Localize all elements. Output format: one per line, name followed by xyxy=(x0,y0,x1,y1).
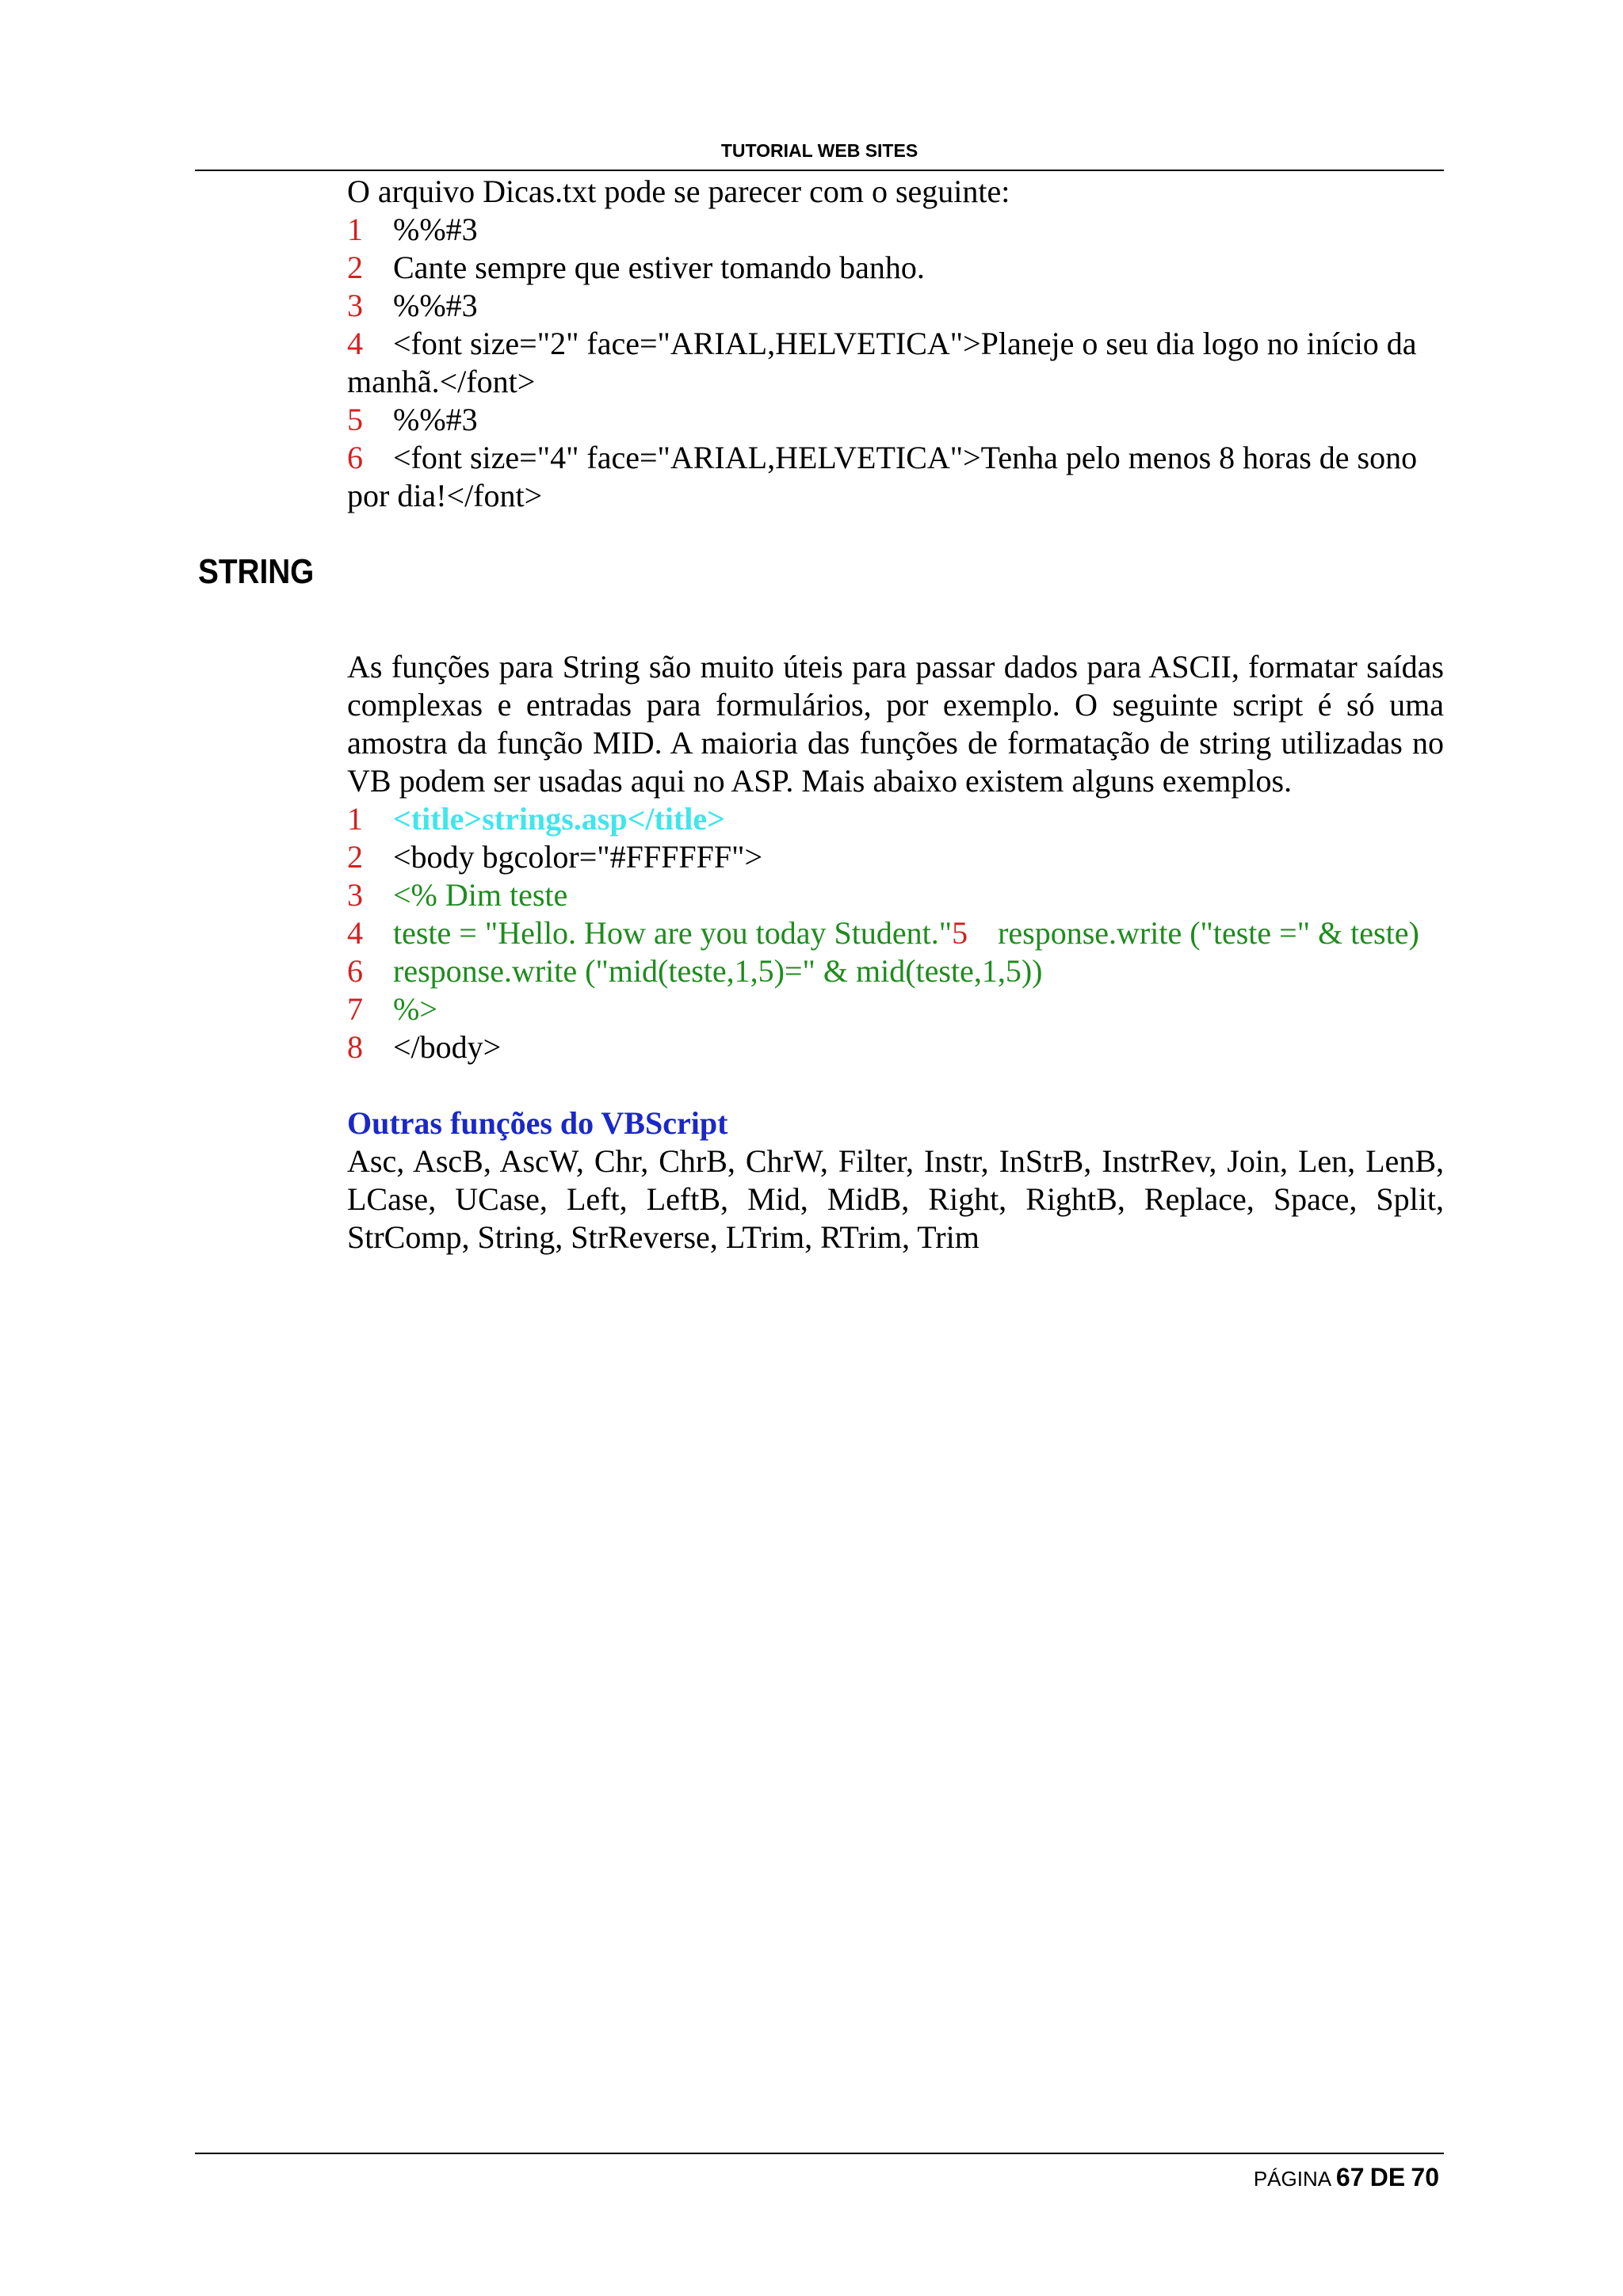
line-number: 4 xyxy=(347,915,363,951)
list-item xyxy=(347,249,1444,287)
list-item xyxy=(347,287,1444,325)
line-text: Cante sempre que estiver tomando banho. xyxy=(393,250,925,285)
page-label: PÁGINA xyxy=(1253,2167,1331,2191)
page-number: 67 xyxy=(1335,2163,1365,2191)
line-number: 2 xyxy=(347,839,363,875)
page-total: 70 xyxy=(1411,2163,1439,2191)
line-continuation: manhã.</font> xyxy=(347,364,536,399)
code-text: </body> xyxy=(393,1029,502,1065)
line-number: 1 xyxy=(347,801,363,837)
line-number: 7 xyxy=(347,991,363,1027)
list-item xyxy=(347,325,1444,363)
line-number: 8 xyxy=(347,1029,363,1065)
functions-list: Asc, AscB, AscW, Chr, ChrB, ChrW, Filter, Instr, InStrB, InstrRev, Join, Len, LenB, LCase, UCase, Left, LeftB, Mid, MidB, Right, RightB, Replace, Space, Split, StrComp, String, StrReverse, LTrim, RTrim, Trim xyxy=(347,1143,1444,1255)
line-text: <font size="4" face="ARIAL,HELVETICA">Tenha pelo menos 8 horas de sono xyxy=(393,440,1418,475)
page-of: DE xyxy=(1369,2163,1406,2191)
line-number: 4 xyxy=(347,326,363,361)
code-line xyxy=(347,914,1444,952)
footer-rule xyxy=(195,2153,1444,2154)
line-text: %%#3 xyxy=(393,288,478,323)
code-line xyxy=(347,1028,1444,1066)
line-number: 1 xyxy=(347,212,363,247)
line-number: 6 xyxy=(347,440,363,475)
code-line xyxy=(347,838,1444,876)
page-header: TUTORIAL WEB SITES xyxy=(720,140,918,161)
line-number: 2 xyxy=(347,250,363,285)
section-title: STRING xyxy=(198,552,315,591)
line-number: 5 xyxy=(952,915,968,951)
code-text: response.write ("teste =" & teste) xyxy=(998,915,1419,951)
code-text: %> xyxy=(393,991,437,1027)
code-text: response.write ("mid(teste,1,5)=" & mid(teste,1,5)) xyxy=(393,953,1043,989)
spacer xyxy=(347,1066,1444,1104)
code-text: <body bgcolor="#FFFFFF"> xyxy=(393,839,762,875)
line-number: 3 xyxy=(347,288,363,323)
code-line xyxy=(347,990,1444,1028)
intro-text: O arquivo Dicas.txt pode se parecer com o seguinte: xyxy=(347,174,1010,209)
section-paragraph: As funções para String são muito úteis para passar dados para ASCII, formatar saídas complexas e entradas para formulários, por exemplo. O seguinte script é só uma amostra da função MID. A maioria das funções de formatação de string utilizadas no VB podem ser usadas aqui no ASP. Mais abaixo existem alguns exemplos. xyxy=(347,649,1444,799)
string-section xyxy=(347,648,1444,1257)
list-item xyxy=(347,211,1444,249)
code-text: <title>strings.asp</title> xyxy=(393,801,725,837)
line-number: 5 xyxy=(347,402,363,437)
code-line xyxy=(347,800,1444,838)
subheading: Outras funções do VBScript xyxy=(347,1105,728,1141)
list-item xyxy=(347,401,1444,439)
line-number: 6 xyxy=(347,953,363,989)
line-number: 3 xyxy=(347,877,363,913)
line-text: <font size="2" face="ARIAL,HELVETICA">Planeje o seu dia logo no início da xyxy=(393,326,1417,361)
code-text: teste = "Hello. How are you today Student." xyxy=(393,915,953,951)
line-text: %%#3 xyxy=(393,212,478,247)
code-line xyxy=(347,876,1444,914)
line-continuation: por dia!</font> xyxy=(347,478,543,513)
header-rule xyxy=(195,170,1444,171)
intro-block xyxy=(347,173,1444,515)
code-line xyxy=(347,952,1444,990)
code-text: <% Dim teste xyxy=(393,877,568,913)
list-item xyxy=(347,439,1444,477)
page-footer xyxy=(195,2161,1439,2195)
line-text: %%#3 xyxy=(393,402,478,437)
